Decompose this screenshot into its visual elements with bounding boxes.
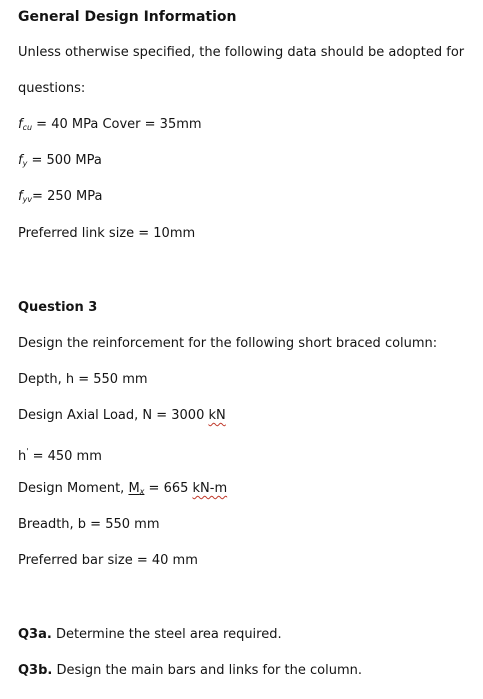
h-prime-sup: ' <box>26 447 29 456</box>
question-heading: Question 3 <box>18 300 98 315</box>
q3b-label: Q3b. <box>18 663 53 678</box>
fyv-line <box>18 188 102 209</box>
breadth-line: Breadth, b = 550 mm <box>18 517 160 532</box>
axial-load-unit: kN <box>208 408 226 423</box>
moment-mid: = 665 <box>144 481 193 496</box>
fyv-symbol: f <box>18 189 23 204</box>
fcu-line <box>18 116 202 137</box>
h-prime-line <box>18 443 102 466</box>
moment-subscript: x <box>139 487 145 496</box>
fy-symbol: f <box>18 153 23 168</box>
fy-subscript: y <box>22 159 28 168</box>
intro-line-1: Unless otherwise specified, the following data should be adopted for <box>18 45 465 60</box>
fcu-symbol: f <box>18 117 23 132</box>
axial-load-line <box>18 407 226 425</box>
fy-line <box>18 152 102 173</box>
fyv-text: = 250 MPa <box>32 189 103 204</box>
q3b-text: Design the main bars and links for the column. <box>52 663 362 678</box>
moment-symbol-wrap <box>128 481 144 496</box>
link-size-line: Preferred link size = 10mm <box>18 226 196 241</box>
question-intro: Design the reinforcement for the following short braced column: <box>18 336 438 351</box>
h-prime-symbol: h <box>18 449 27 464</box>
bar-size-line: Preferred bar size = 40 mm <box>18 553 198 568</box>
moment-prefix: Design Moment, <box>18 481 129 496</box>
axial-load-prefix: Design Axial Load, N = 3000 <box>18 408 209 423</box>
moment-unit: kN-m <box>192 481 228 496</box>
fcu-subscript: cu <box>22 123 33 132</box>
q3a-label: Q3a. <box>18 627 52 642</box>
fyv-subscript: yv <box>22 195 33 204</box>
h-prime-text: = 450 mm <box>28 449 102 464</box>
fcu-text: = 40 MPa Cover = 35mm <box>32 117 202 132</box>
general-heading: General Design Information <box>18 9 237 25</box>
moment-symbol: M <box>128 481 140 496</box>
intro-line-2: questions: <box>18 81 86 96</box>
q3b-line <box>18 662 362 680</box>
depth-line: Depth, h = 550 mm <box>18 372 148 387</box>
moment-line <box>18 480 227 501</box>
fy-text: = 500 MPa <box>27 153 102 168</box>
q3a-text: Determine the steel area required. <box>51 627 282 642</box>
q3a-line <box>18 626 282 644</box>
